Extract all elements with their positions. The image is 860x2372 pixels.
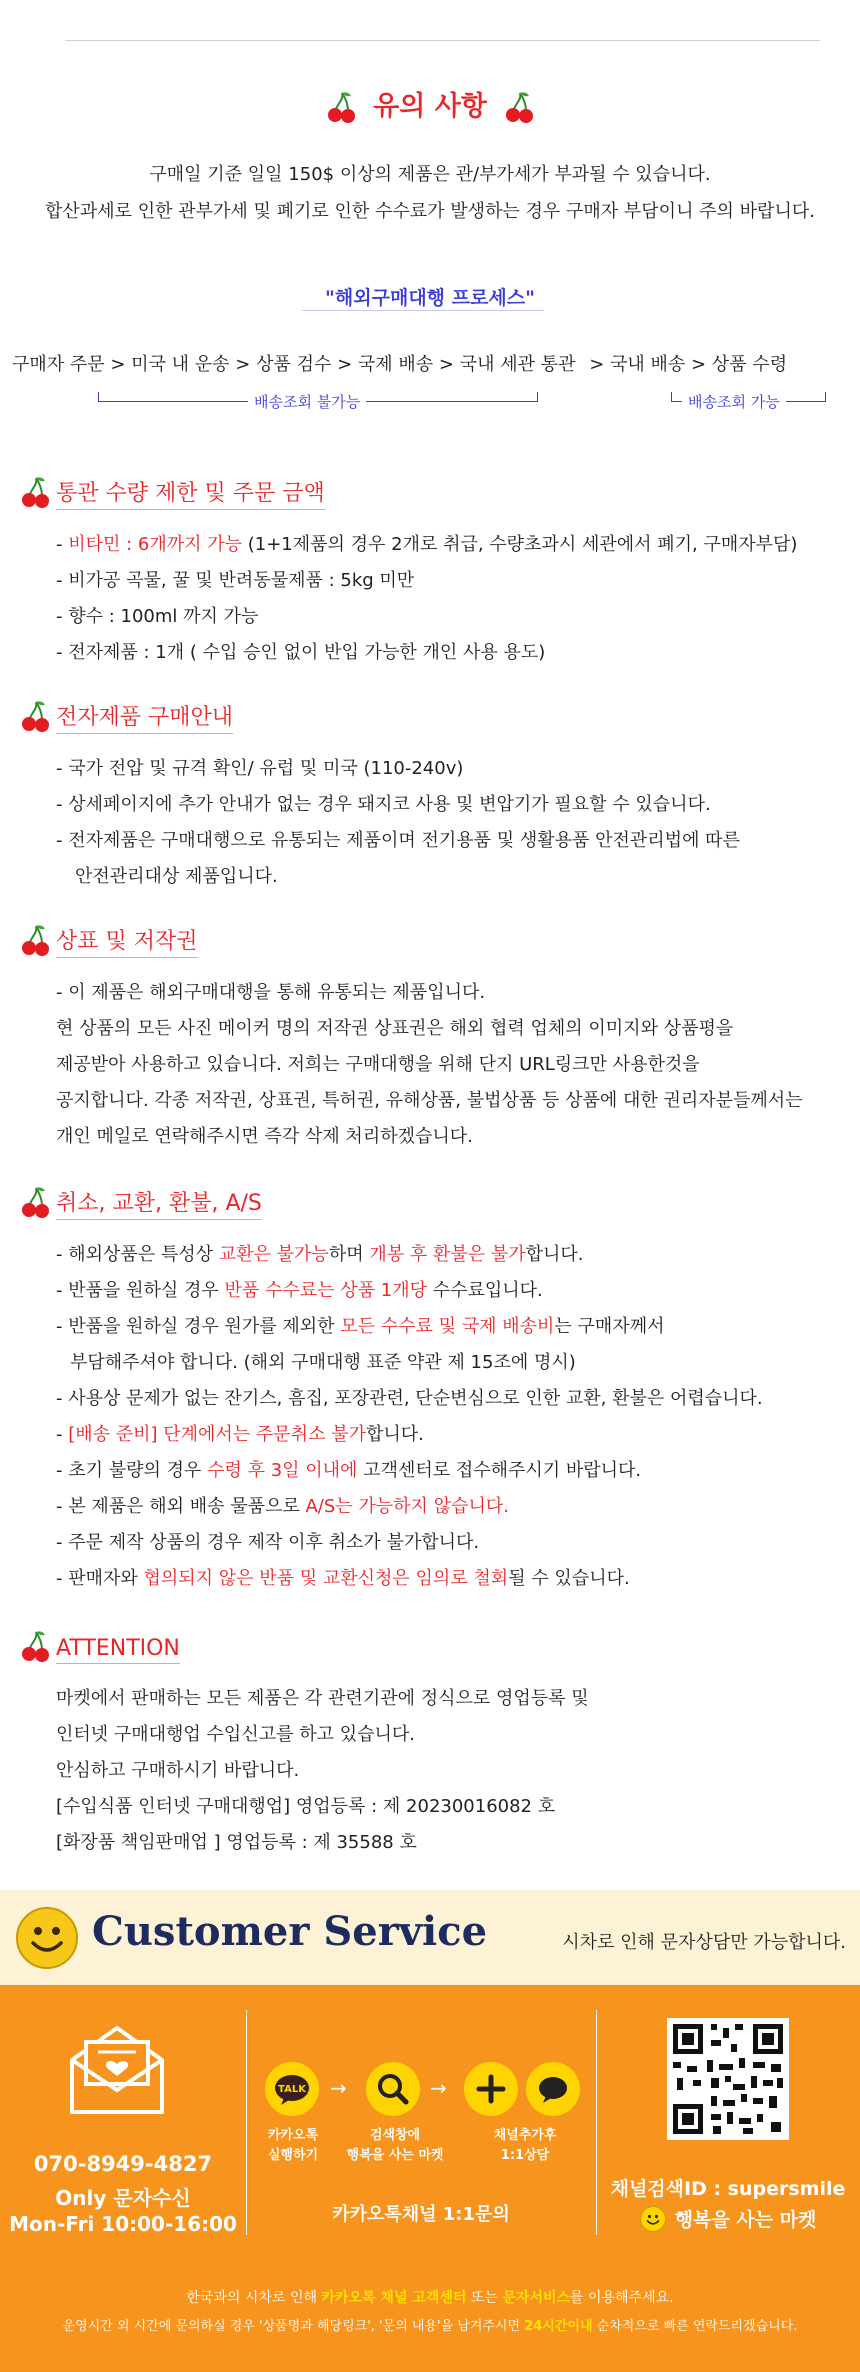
bottom-note-2: 운영시간 외 시간에 문의하실 경우 '상품명과 해당링크', '문의 내용'을 남겨주시면 24시간이내 순차적으로 빠른 연락드리겠습니다. — [62, 2319, 798, 2334]
notice-line-2: 합산과세로 인한 관부가세 및 폐기로 인한 수수료가 발생하는 경우 구매자 부담이니 주의 바랍니다. — [45, 201, 815, 222]
qr-code-icon[interactable] — [667, 2018, 789, 2140]
customer-service-note: 시차로 인해 문자상담만 가능합니다. — [562, 1932, 846, 1953]
channel-search-id: 채널검색ID : supersmile — [610, 2178, 846, 2200]
top-divider — [65, 40, 820, 41]
svg-text:TALK: TALK — [278, 2084, 306, 2095]
electronics-item-3a: - 전자제품은 구매대행으로 유통되는 제품이며 전기용품 및 생활용품 안전관리법에 따른 — [56, 830, 740, 851]
tracking-unavailable-label: 배송조회 불가능 — [248, 391, 366, 412]
step-3-label: 채널추가후 1:1상담 — [493, 2128, 557, 2163]
notice-line-1: 구매일 기준 일일 150$ 이상의 제품은 관/부가세가 부과될 수 있습니다. — [149, 164, 711, 185]
bottom-note-1: 한국과의 시차로 인해 카카오톡 채널 고객센터 또는 문자서비스를 이용해주세요. — [186, 2290, 674, 2306]
attention-title: ATTENTION — [56, 1636, 180, 1664]
cherry-icon — [20, 1186, 50, 1220]
customer-service-title: Customer Service — [92, 1908, 488, 1955]
customs-section-title — [20, 476, 325, 510]
kakao-talk-icon — [265, 2062, 319, 2116]
cherry-icon — [20, 924, 50, 958]
attention-line-3: 안심하고 구매하시기 바랍니다. — [56, 1760, 300, 1781]
notice-title: 유의 사항 — [373, 91, 487, 122]
attention-section-title — [20, 1630, 180, 1664]
electronics-title: 전자제품 구매안내 — [56, 700, 233, 734]
chat-bubble-icon — [526, 2062, 580, 2116]
cherry-icon — [20, 476, 50, 510]
cherry-icon — [326, 91, 356, 125]
phone-number[interactable]: 070-8949-4827 — [33, 2152, 213, 2176]
process-title: "해외구매대행 프로세스" — [325, 287, 535, 309]
process-title-underline — [302, 310, 544, 311]
cancel-line-8: - 본 제품은 해외 배송 물품으로 A/S는 가능하지 않습니다. — [56, 1496, 509, 1517]
business-hours: Mon-Fri 10:00-16:00 — [9, 2212, 237, 2236]
attention-line-4: [수입식품 인터넷 구매대행업] 영업등록 : 제 20230016082 호 — [56, 1796, 556, 1817]
step-1-label: 카카오톡 실행하기 — [267, 2128, 319, 2163]
electronics-item-1: - 국가 전압 및 규격 확인/ 유럽 및 미국 (110-240v) — [56, 758, 464, 779]
customs-item-2: - 비가공 곡물, 꿀 및 반려동물제품 : 5kg 미만 — [56, 570, 415, 591]
customs-title: 통관 수량 제한 및 주문 금액 — [56, 476, 325, 510]
smiley-icon — [640, 2206, 666, 2232]
electronics-section-title — [20, 700, 233, 734]
arrow-right-icon: → — [330, 2076, 347, 2100]
cancel-line-6: - [배송 준비] 단계에서는 주문취소 불가합니다. — [56, 1424, 424, 1445]
smiley-icon — [16, 1907, 78, 1969]
customs-item-1-highlight: 비타민 : 6개까지 가능 — [68, 534, 243, 555]
tracking-available-label: 배송조회 가능 — [682, 391, 786, 412]
electronics-item-3b: 안전관리대상 제품입니다. — [75, 866, 278, 887]
customs-item-3: - 향수 : 100ml 까지 가능 — [56, 606, 259, 627]
cancel-line-7: - 초기 불량의 경우 수령 후 3일 이내에 고객센터로 접수해주시기 바랍니다. — [56, 1460, 642, 1481]
cancel-title: 취소, 교환, 환불, A/S — [56, 1186, 262, 1220]
customs-item-4: - 전자제품 : 1개 ( 수입 승인 없이 반입 가능한 개인 사용 용도) — [56, 642, 546, 663]
market-name-row — [596, 2205, 860, 2232]
divider — [596, 2010, 597, 2235]
kakao-channel-inquiry[interactable]: 카카오톡채널 1:1문의 — [332, 2204, 510, 2225]
process-flow-part2: > 국내 배송 > 상품 수령 — [589, 354, 788, 375]
cancel-line-1: - 해외상품은 특성상 교환은 불가능하며 개봉 후 환불은 불가합니다. — [56, 1244, 584, 1265]
arrow-right-icon: → — [430, 2076, 447, 2100]
cancel-line-10: - 판매자와 협의되지 않은 반품 및 교환신청은 임의로 철회될 수 있습니다. — [56, 1568, 630, 1589]
cancel-line-3: - 반품을 원하실 경우 원가를 제외한 모든 수수료 및 국제 배송비는 구매자께서 — [56, 1316, 665, 1337]
sms-only-label: Only 문자수신 — [55, 2186, 191, 2210]
process-flow-part1: 구매자 주문 > 미국 내 운송 > 상품 검수 > 국제 배송 > 국내 세관 통관 — [12, 354, 576, 375]
cancel-line-9: - 주문 제작 상품의 경우 제작 이후 취소가 불가합니다. — [56, 1532, 480, 1553]
trademark-section-title — [20, 924, 198, 958]
attention-line-1: 마켓에서 판매하는 모든 제품은 각 관련기관에 정식으로 영업등록 및 — [56, 1688, 589, 1709]
process-flow — [12, 350, 787, 376]
cancel-line-2: - 반품을 원하실 경우 반품 수수료는 상품 1개당 수수료입니다. — [56, 1280, 543, 1301]
trademark-title: 상표 및 저작권 — [56, 924, 198, 958]
trademark-line-3: 제공받아 사용하고 있습니다. 저희는 구매대행을 위해 단지 URL링크만 사용한것을 — [56, 1054, 700, 1075]
customs-item-1-text: (1+1제품의 경우 2개로 취급, 수량초과시 세관에서 폐기, 구매자부담) — [242, 534, 798, 555]
plus-icon — [464, 2062, 518, 2116]
cancel-line-5: - 사용상 문제가 없는 잔기스, 흠집, 포장관련, 단순변심으로 인한 교환, 환불은 어렵습니다. — [56, 1388, 763, 1409]
search-icon — [366, 2062, 420, 2116]
trademark-line-2: 현 상품의 모든 사진 메이커 명의 저작권 상표권은 해외 협력 업체의 이미지와 상품평을 — [56, 1018, 734, 1039]
attention-line-5: [화장품 책임판매업 ] 영업등록 : 제 35588 호 — [56, 1832, 417, 1853]
trademark-line-4: 공지합니다. 각종 저작권, 상표권, 특허권, 유해상품, 불법상품 등 상품에 대한 권리자분들께서는 — [56, 1090, 803, 1111]
cancel-section-title — [20, 1186, 262, 1220]
attention-line-2: 인터넷 구매대행업 수입신고를 하고 있습니다. — [56, 1724, 415, 1745]
customs-item-1: - 비타민 : 6개까지 가능 (1+1제품의 경우 2개로 취급, 수량초과시 세관에서 폐기, 구매자부담) — [56, 534, 798, 555]
step-2-label: 검색창에 행복을 사는 마켓 — [346, 2128, 444, 2163]
notice-title-row — [0, 84, 860, 125]
electronics-item-2: - 상세페이지에 추가 안내가 없는 경우 돼지코 사용 및 변압기가 필요할 수 있습니다. — [56, 794, 711, 815]
trademark-line-5: 개인 메일로 연락해주시면 즉각 삭제 처리하겠습니다. — [56, 1126, 473, 1147]
cherry-icon — [20, 1630, 50, 1664]
market-name: 행복을 사는 마켓 — [674, 2209, 817, 2231]
envelope-heart-icon — [62, 2020, 172, 2120]
cancel-line-4: 부담해주셔야 합니다. (해외 구매대행 표준 약관 제 15조에 명시) — [70, 1352, 576, 1373]
cherry-icon — [504, 91, 534, 125]
cherry-icon — [20, 700, 50, 734]
trademark-line-1: - 이 제품은 해외구매대행을 통해 유통되는 제품입니다. — [56, 982, 486, 1003]
